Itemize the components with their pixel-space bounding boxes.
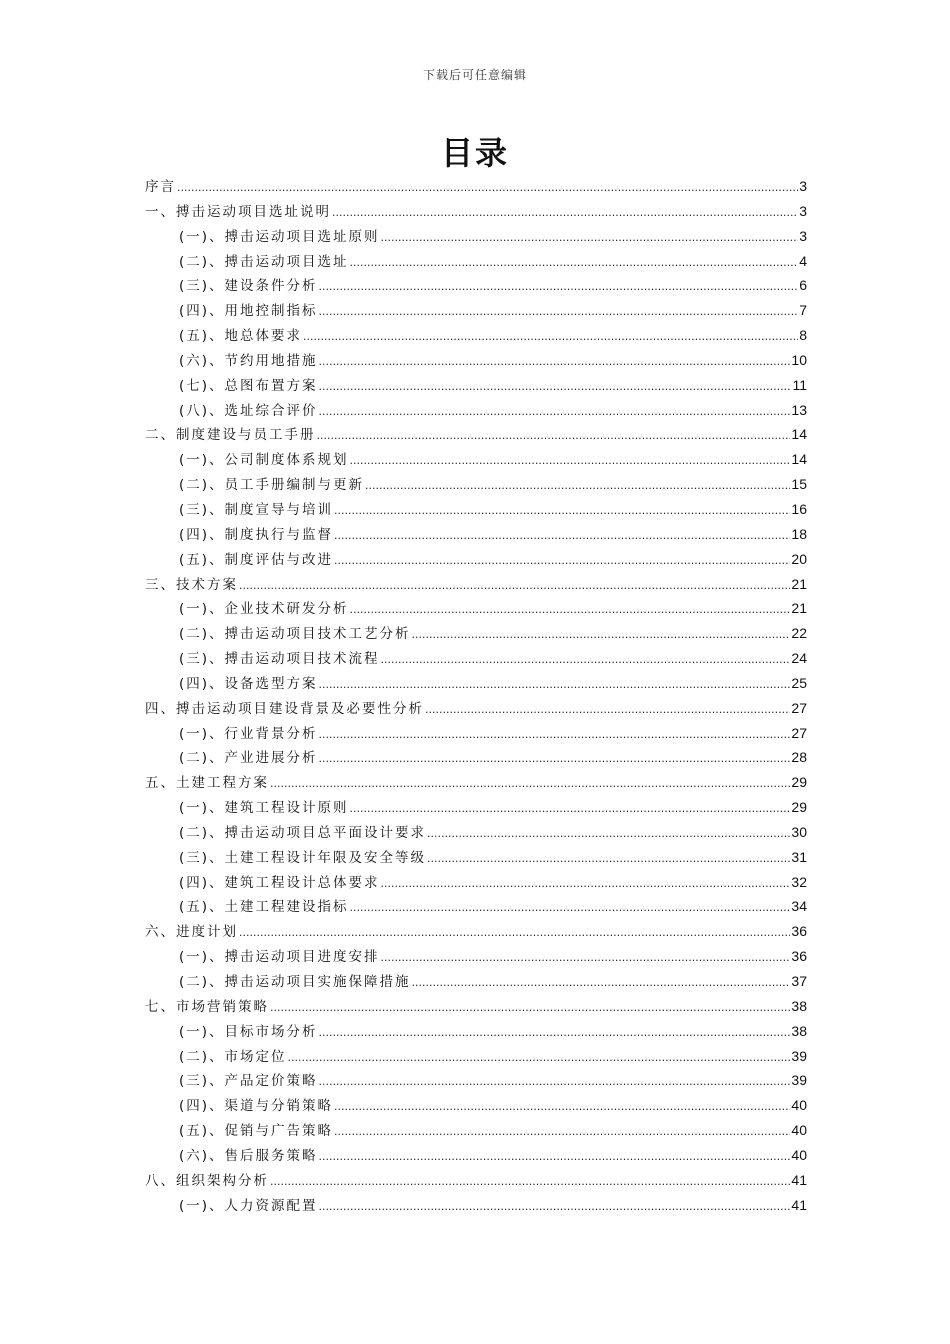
toc-page-number: 41 — [791, 1171, 807, 1188]
toc-dot-leader — [319, 300, 799, 325]
toc-entry-title: 七、市场营销策略 — [145, 998, 269, 1015]
toc-dot-leader — [334, 1095, 790, 1120]
toc-entry-title: (八)、选址综合评价 — [179, 402, 318, 419]
toc-entry[interactable] — [145, 398, 807, 423]
toc-page-number: 4 — [799, 252, 807, 269]
toc-entry-title: (三)、土建工程设计年限及安全等级 — [179, 849, 427, 866]
toc-entry-title: (五)、促销与广告策略 — [179, 1123, 334, 1140]
toc-page-number: 15 — [791, 476, 807, 493]
toc-dot-leader — [381, 648, 791, 673]
toc-dot-leader — [334, 1120, 790, 1145]
toc-page-number: 24 — [791, 650, 807, 667]
toc-entry-title: 一、搏击运动项目选址说明 — [145, 203, 331, 220]
toc-page-number: 14 — [791, 451, 807, 468]
toc-dot-leader — [381, 872, 791, 897]
toc-dot-leader — [334, 549, 790, 574]
toc-entry-title: (四)、建筑工程设计总体要求 — [179, 874, 380, 891]
toc-dot-leader — [319, 350, 791, 375]
toc-page-number: 29 — [791, 774, 807, 791]
toc-dot-leader — [270, 996, 790, 1021]
toc-entry[interactable] — [145, 522, 807, 547]
toc-entry[interactable] — [145, 596, 807, 621]
toc-entry-title: (六)、节约用地措施 — [179, 352, 318, 369]
toc-entry-title: 二、制度建设与员工手册 — [145, 427, 316, 444]
toc-page-number: 7 — [799, 302, 807, 319]
toc-entry-title: (一)、搏击运动项目选址原则 — [179, 228, 380, 245]
toc-page-number: 37 — [791, 973, 807, 989]
toc-dot-leader — [319, 1195, 791, 1220]
toc-page-number: 14 — [791, 426, 807, 443]
toc-entry[interactable] — [145, 199, 807, 224]
toc-page-number: 40 — [791, 1122, 807, 1139]
toc-entry[interactable] — [145, 870, 807, 895]
toc-entry[interactable] — [145, 249, 807, 274]
toc-page-number: 10 — [791, 351, 807, 368]
toc-entry[interactable] — [145, 646, 807, 671]
toc-dot-leader — [381, 226, 799, 251]
toc-page-number: 20 — [791, 550, 807, 567]
toc-dot-leader — [270, 1170, 790, 1195]
toc-page-number: 31 — [791, 848, 807, 865]
toc-entry-title: (四)、渠道与分销策略 — [179, 1098, 334, 1115]
toc-entry-title: 三、技术方案 — [145, 576, 238, 593]
toc-entry-title: (四)、设备选型方案 — [179, 675, 318, 692]
toc-page-number: 21 — [791, 600, 807, 617]
toc-entry[interactable] — [145, 845, 807, 870]
toc-dot-leader — [350, 251, 799, 276]
toc-entry-title: (六)、售后服务策略 — [179, 1147, 318, 1164]
toc-entry[interactable] — [145, 894, 807, 919]
toc-entry-title: (一)、公司制度体系规划 — [179, 452, 349, 469]
toc-page-number: 3 — [799, 227, 807, 244]
toc-page-number: 40 — [791, 1097, 807, 1114]
toc-dot-leader — [412, 623, 791, 648]
toc-entry[interactable] — [145, 547, 807, 572]
toc-entry[interactable] — [145, 721, 807, 746]
toc-entry[interactable] — [145, 497, 807, 522]
toc-entry[interactable] — [145, 770, 807, 795]
toc-dot-leader — [319, 1145, 791, 1170]
toc-dot-leader — [427, 847, 790, 872]
toc-dot-leader — [319, 673, 791, 698]
toc-dot-leader — [334, 499, 790, 524]
toc-entry-title: (一)、人力资源配置 — [179, 1197, 318, 1214]
toc-entry-title: (二)、搏击运动项目技术工艺分析 — [179, 626, 411, 643]
toc-entry-title: (一)、目标市场分析 — [179, 1023, 318, 1040]
toc-entry-title: (三)、搏击运动项目技术流程 — [179, 651, 380, 668]
toc-dot-leader — [270, 772, 790, 797]
toc-entry[interactable] — [145, 373, 807, 398]
toc-entry[interactable] — [145, 1068, 807, 1093]
toc-entry[interactable] — [145, 1168, 807, 1193]
toc-dot-leader — [350, 598, 791, 623]
toc-page-number: 27 — [791, 724, 807, 741]
toc-dot-leader — [381, 946, 791, 971]
toc-page-number: 41 — [791, 1196, 807, 1213]
toc-entry[interactable] — [145, 944, 807, 969]
toc-dot-leader — [319, 723, 791, 748]
toc-entry[interactable] — [145, 1193, 807, 1218]
toc-title: 目录 — [440, 134, 509, 172]
toc-entry[interactable] — [145, 174, 807, 199]
toc-entry[interactable] — [145, 795, 807, 820]
toc-page-number: 11 — [792, 376, 807, 393]
toc-page-number: 28 — [791, 749, 807, 766]
toc-entry[interactable] — [145, 1118, 807, 1143]
toc-dot-leader — [317, 424, 791, 449]
toc-entry-title: 八、组织架构分析 — [145, 1172, 269, 1189]
table-of-contents — [145, 174, 807, 1217]
toc-page-number: 39 — [791, 1072, 807, 1089]
toc-entry-title: (一)、行业背景分析 — [179, 725, 318, 742]
toc-page-number: 16 — [791, 500, 807, 517]
toc-dot-leader — [177, 176, 798, 201]
toc-entry[interactable] — [145, 224, 807, 249]
toc-entry-title: 四、搏击运动项目建设背景及必要性分析 — [145, 700, 424, 717]
toc-entry[interactable] — [145, 447, 807, 472]
toc-page-number: 22 — [791, 625, 807, 642]
toc-entry[interactable] — [145, 919, 807, 944]
toc-page-number: 3 — [799, 202, 807, 219]
toc-dot-leader — [425, 698, 790, 723]
toc-entry-title: 五、土建工程方案 — [145, 775, 269, 792]
toc-entry[interactable] — [145, 969, 807, 994]
toc-dot-leader — [332, 201, 798, 226]
toc-page-number: 32 — [791, 873, 807, 890]
toc-entry-title: (二)、产业进展分析 — [179, 750, 318, 767]
toc-page-number: 25 — [791, 674, 807, 691]
toc-entry[interactable] — [145, 1143, 807, 1168]
toc-entry-title: (一)、搏击运动项目进度安排 — [179, 949, 380, 966]
toc-entry[interactable] — [145, 696, 807, 721]
toc-entry[interactable] — [145, 422, 807, 447]
toc-dot-leader — [288, 1046, 791, 1071]
toc-entry-title: (五)、制度评估与改进 — [179, 551, 334, 568]
toc-entry-title: (七)、总图布置方案 — [179, 377, 318, 394]
toc-page-number: 27 — [791, 699, 807, 716]
toc-entry-title: (四)、用地控制指标 — [179, 303, 318, 320]
toc-entry-title: (五)、土建工程建设指标 — [179, 899, 349, 916]
toc-entry[interactable] — [145, 1093, 807, 1118]
toc-page-number: 38 — [791, 997, 807, 1014]
toc-dot-leader — [350, 896, 791, 921]
toc-dot-leader — [319, 1021, 791, 1046]
toc-page-number: 40 — [791, 1146, 807, 1163]
toc-dot-leader — [365, 474, 790, 499]
toc-entry-title: (一)、建筑工程设计原则 — [179, 800, 349, 817]
toc-entry[interactable] — [145, 671, 807, 696]
toc-page-number: 18 — [791, 525, 807, 542]
toc-entry[interactable] — [145, 298, 807, 323]
toc-dot-leader — [303, 325, 798, 350]
toc-entry[interactable] — [145, 1044, 807, 1069]
toc-page-number: 6 — [799, 277, 807, 294]
toc-page-number: 29 — [791, 799, 807, 816]
toc-entry-title: (二)、员工手册编制与更新 — [179, 477, 365, 494]
toc-entry-title: (二)、搏击运动项目总平面设计要求 — [179, 824, 427, 841]
toc-entry-title: (二)、搏击运动项目选址 — [179, 253, 349, 270]
toc-entry[interactable] — [145, 572, 807, 597]
toc-entry-title: (一)、企业技术研发分析 — [179, 601, 349, 618]
toc-dot-leader — [319, 375, 792, 400]
toc-page-number: 3 — [799, 178, 807, 194]
toc-entry[interactable] — [145, 820, 807, 845]
toc-dot-leader — [334, 524, 790, 549]
toc-entry[interactable] — [145, 472, 807, 497]
toc-page-number: 13 — [791, 401, 807, 418]
toc-dot-leader — [319, 275, 799, 300]
toc-dot-leader — [239, 921, 790, 946]
toc-entry[interactable] — [145, 745, 807, 770]
toc-page-number: 38 — [791, 1022, 807, 1039]
toc-dot-leader — [319, 400, 791, 425]
page-header-note: 下载后可任意编辑 — [422, 68, 527, 82]
toc-entry[interactable] — [145, 994, 807, 1019]
toc-page-number: 34 — [791, 898, 807, 915]
toc-entry-title: 序言 — [145, 179, 176, 195]
toc-entry-title: (三)、产品定价策略 — [179, 1073, 318, 1090]
toc-page-number: 30 — [791, 823, 807, 840]
toc-dot-leader — [412, 971, 791, 996]
toc-dot-leader — [319, 747, 791, 772]
toc-dot-leader — [319, 1070, 791, 1095]
toc-entry-title: 六、进度计划 — [145, 924, 238, 941]
toc-page-number: 21 — [791, 575, 807, 592]
toc-dot-leader — [239, 574, 790, 599]
toc-page-number: 8 — [799, 327, 807, 344]
toc-entry-title: (三)、制度宣导与培训 — [179, 501, 334, 518]
toc-page-number: 39 — [791, 1047, 807, 1064]
toc-entry-title: (二)、搏击运动项目实施保障措施 — [179, 974, 411, 990]
toc-dot-leader — [350, 449, 791, 474]
toc-page-number: 36 — [791, 948, 807, 965]
toc-entry[interactable] — [145, 621, 807, 646]
toc-entry-title: (二)、市场定位 — [179, 1048, 287, 1065]
toc-entry-title: (三)、建设条件分析 — [179, 278, 318, 295]
toc-entry[interactable] — [145, 323, 807, 348]
toc-dot-leader — [350, 797, 791, 822]
toc-entry[interactable] — [145, 273, 807, 298]
toc-page-number: 36 — [791, 923, 807, 940]
toc-entry-title: (四)、制度执行与监督 — [179, 526, 334, 543]
toc-entry[interactable] — [145, 1019, 807, 1044]
toc-dot-leader — [427, 822, 790, 847]
toc-entry[interactable] — [145, 348, 807, 373]
toc-entry-title: (五)、地总体要求 — [179, 328, 303, 345]
